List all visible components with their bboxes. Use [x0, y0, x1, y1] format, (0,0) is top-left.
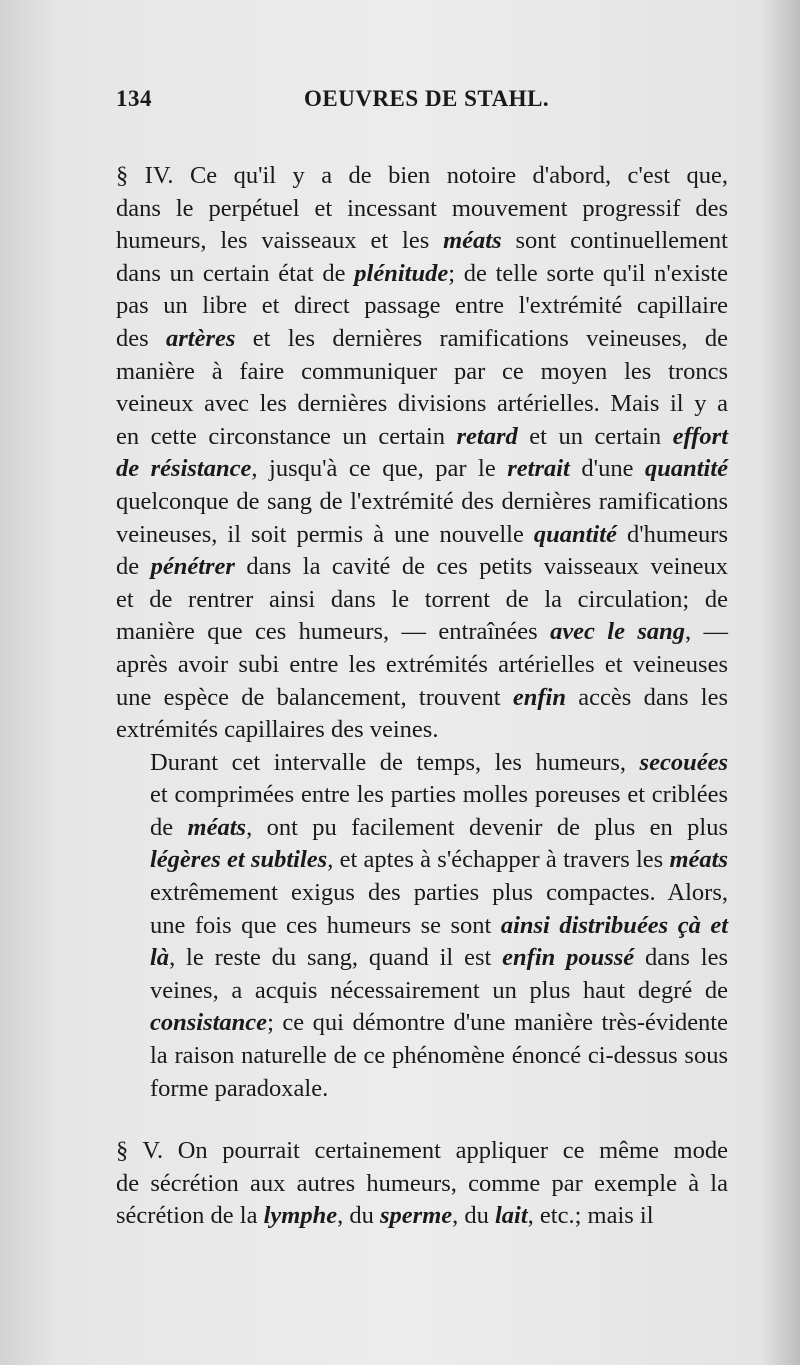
text-line: de méats, ont pu facilement devenir de plus en plus	[150, 813, 728, 841]
running-title: OEUVRES DE STAHL.	[304, 86, 550, 111]
text-line: quelconque de sang de l'extrémité des dernières ramifications	[116, 487, 728, 515]
text-line: la raison naturelle de ce phénomène énoncé ci-dessus sous	[150, 1042, 728, 1070]
text-line: pas un libre et direct passage entre l'extrémité capillaire	[116, 292, 728, 320]
text-line: extrémités capillaires des veines.	[116, 716, 439, 744]
text-line: manière que ces humeurs, — entraînées avec le sang, —	[116, 618, 729, 646]
text-line: des artères et les dernières ramifications veineuses, de	[116, 324, 728, 352]
text-line: Durant cet intervalle de temps, les humeurs, secouées	[150, 748, 728, 776]
text-line: une fois que ces humeurs se sont ainsi distribuées çà et	[150, 911, 728, 939]
text-line: veineux avec les dernières divisions artérielles. Mais il y a	[116, 390, 728, 418]
text-line: extrêmement exigus des parties plus compactes. Alors,	[150, 879, 728, 907]
page-number: 134	[116, 86, 152, 111]
paragraph-section-v	[116, 1135, 728, 1233]
text-line: en cette circonstance un certain retard et un certain effort	[116, 422, 728, 450]
page-header	[116, 86, 736, 120]
text-line: là, le reste du sang, quand il est enfin poussé dans les	[150, 944, 729, 972]
text-line: § V. On pourrait certainement appliquer ce même mode	[116, 1137, 728, 1165]
text-line: veines, a acquis nécessairement un plus haut degré de	[150, 976, 728, 1004]
text-line: sécrétion de la lymphe, du sperme, du lait, etc.; mais il	[116, 1202, 654, 1230]
text-line: forme paradoxale.	[150, 1074, 329, 1102]
text-line: humeurs, les vaisseaux et les méats sont continuellement	[116, 227, 728, 255]
text-line: veineuses, il soit permis à une nouvelle quantité d'humeurs	[116, 520, 728, 548]
body-text	[116, 160, 728, 1233]
paragraph-durant	[116, 747, 728, 1106]
paragraph-section-iv	[116, 160, 728, 747]
text-line: dans un certain état de plénitude; de telle sorte qu'il n'existe	[116, 259, 728, 287]
text-line: une espèce de balancement, trouvent enfin accès dans les	[116, 683, 729, 711]
text-line: manière à faire communiquer par ce moyen les troncs	[116, 357, 728, 385]
text-line: dans le perpétuel et incessant mouvement progressif des	[116, 194, 728, 222]
text-line: légères et subtiles, et aptes à s'échapper à travers les méats	[150, 846, 729, 874]
text-line: de résistance, jusqu'à ce que, par le retrait d'une quantité	[116, 455, 729, 483]
text-line: de sécrétion aux autres humeurs, comme par exemple à la	[116, 1169, 728, 1197]
text-line: et comprimées entre les parties molles poreuses et criblées	[150, 781, 728, 809]
text-line: après avoir subi entre les extrémités artérielles et veineuses	[116, 650, 728, 678]
text-line: et de rentrer ainsi dans le torrent de la circulation; de	[116, 585, 728, 613]
text-line: § IV. Ce qu'il y a de bien notoire d'abord, c'est que,	[116, 162, 728, 189]
text-line: de pénétrer dans la cavité de ces petits vaisseaux veineux	[116, 553, 729, 581]
text-line: consistance; ce qui démontre d'une manière très-évidente	[150, 1009, 728, 1037]
